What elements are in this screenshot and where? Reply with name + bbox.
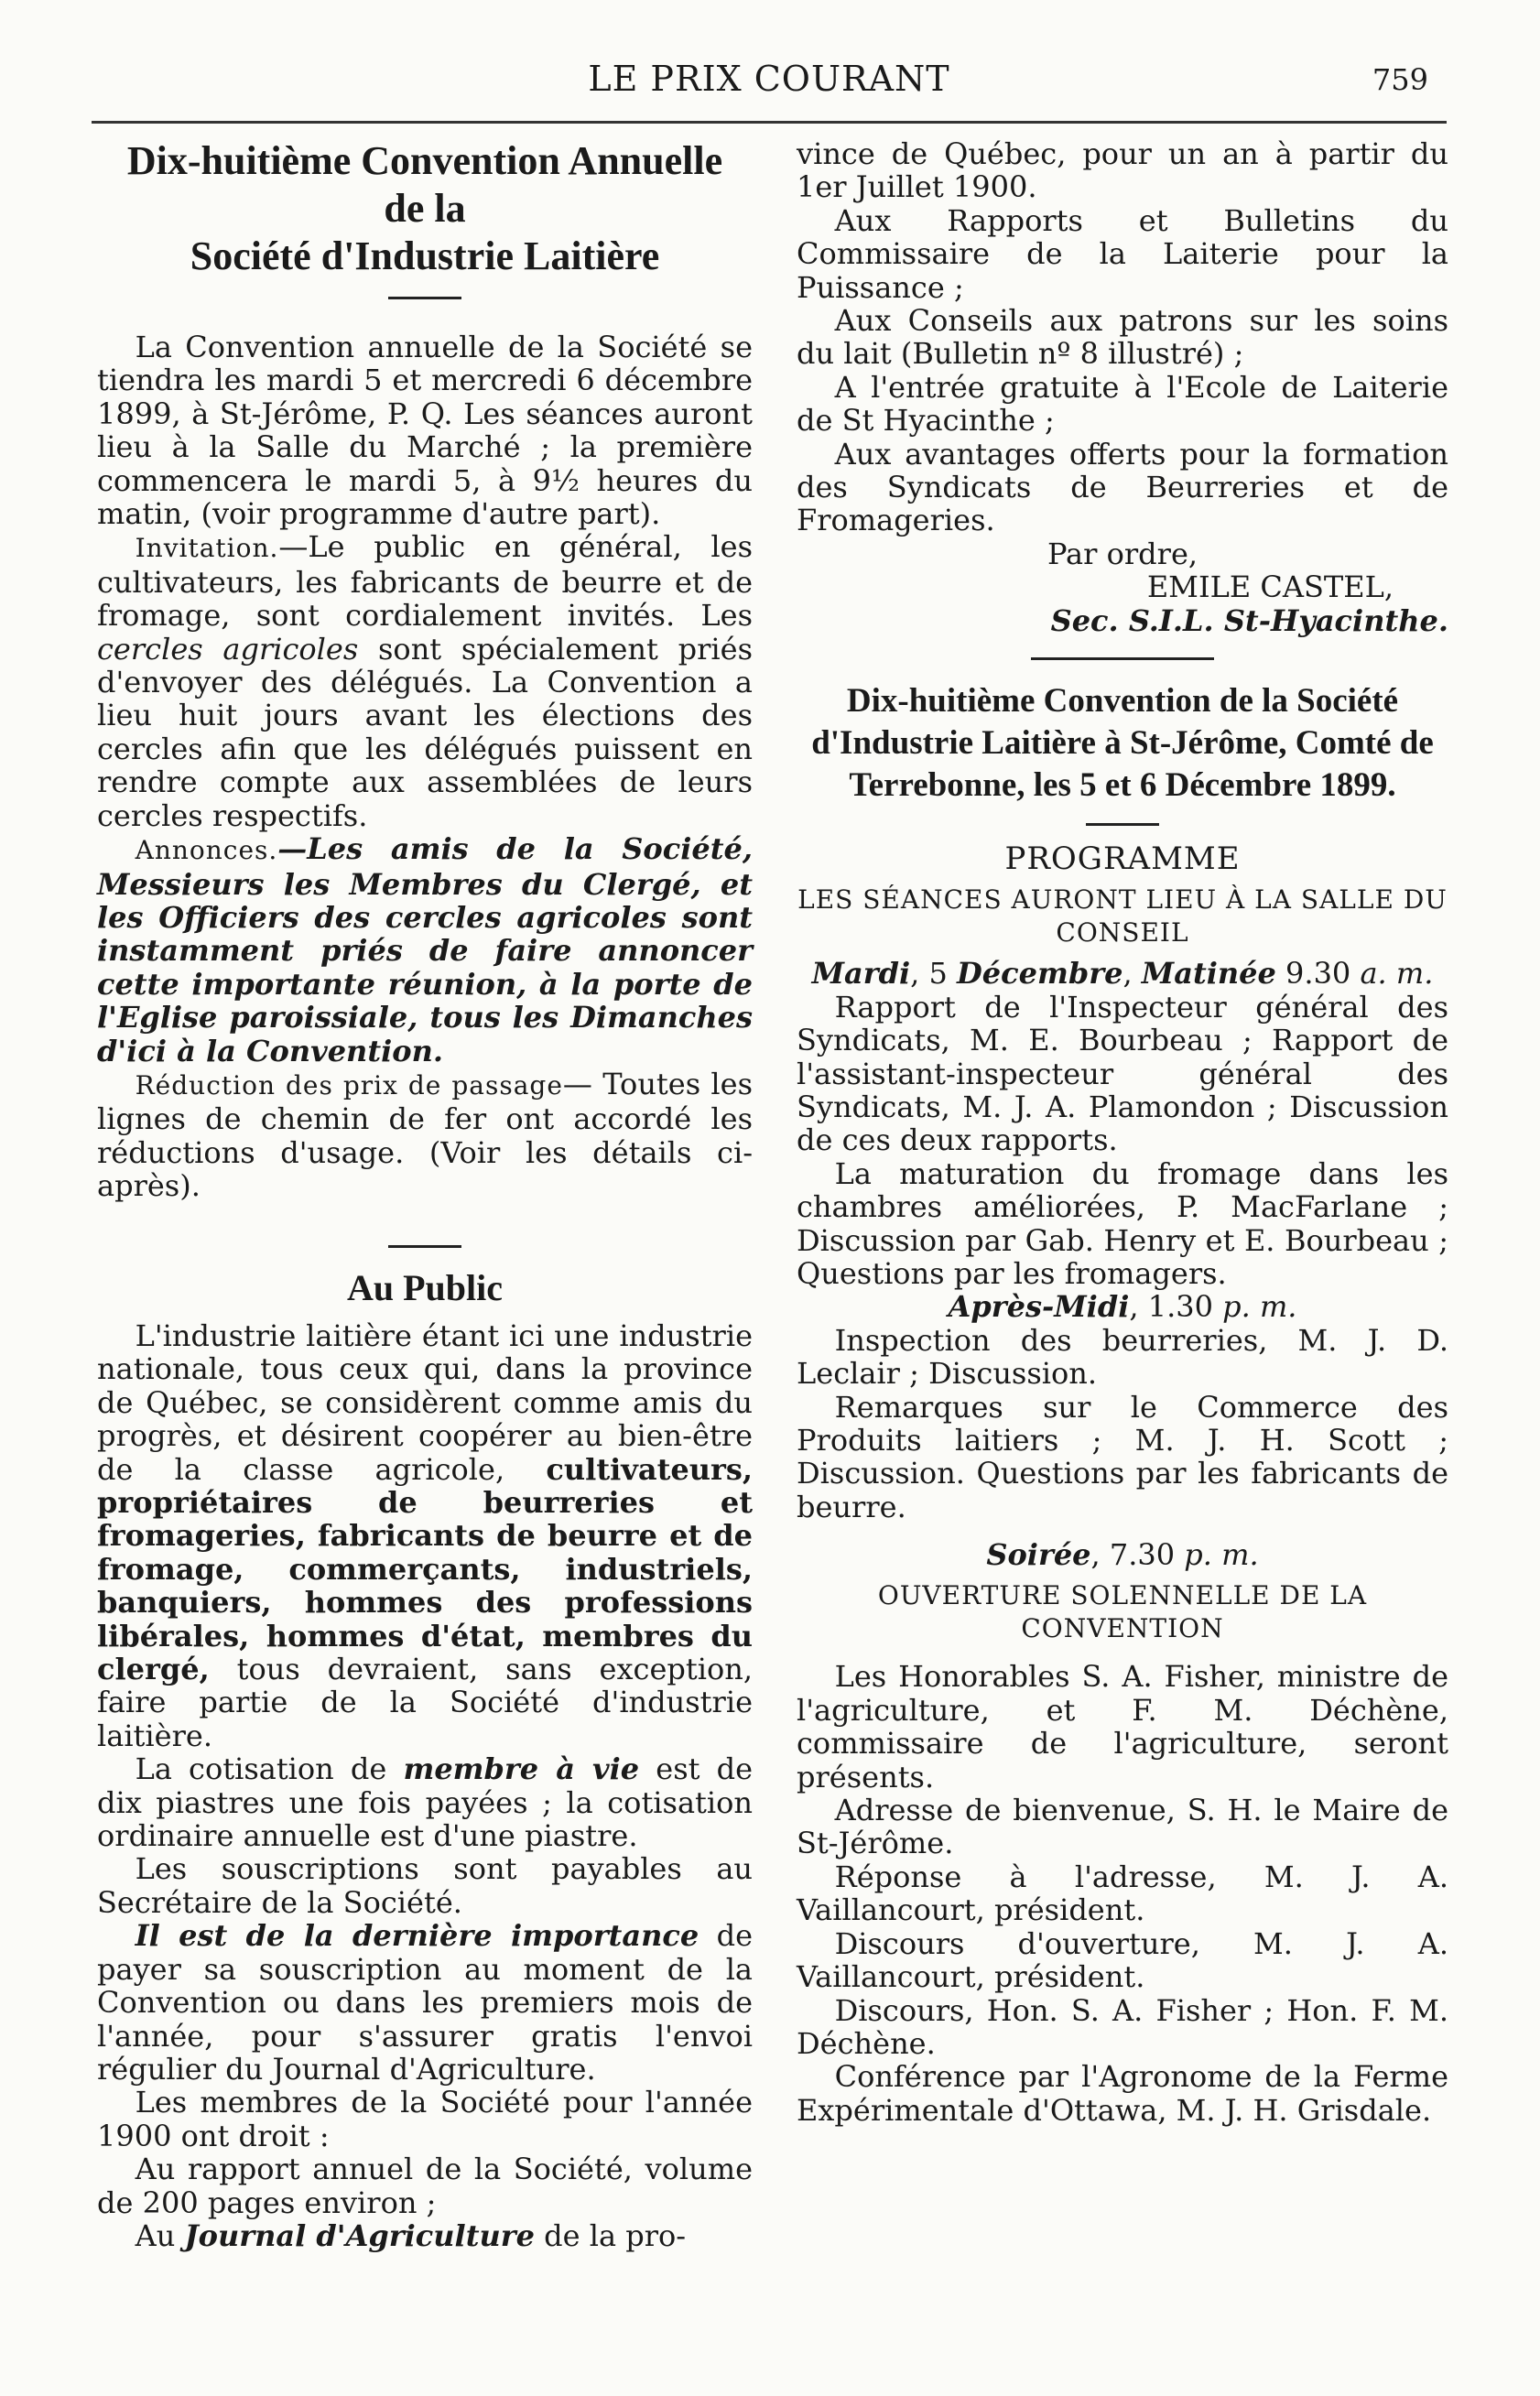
- paragraph-public: L'industrie laitière étant ici une industrie nationale, tous ceux qui, dans la province de Québec, se considèrent comme amis du progrès, et désirent coopérer au bien-être de la classe agricole, cultivateurs, propriétaires de beurreries et fromageries, fabricants de beurre et de fromage, commerçants, industriels, banquiers, hommes des professions libérales, hommes d'état, membres du clergé, tous devraient, sans exception, faire partie de la Société d'industrie laitière.: [97, 1317, 753, 1753]
- right-column: [797, 137, 1448, 2127]
- list-item: Aux Rapports et Bulletins du Commissaire de la Laiterie pour la Puissance ;: [797, 202, 1448, 305]
- header-rule: [92, 121, 1447, 124]
- programme-item: Adresse de bienvenue, S. H. le Maire de St-Jérôme.: [797, 1793, 1448, 1861]
- signature-name: EMILE CASTEL,: [1146, 569, 1394, 605]
- session-apres-midi: Après-Midi, 1.30 p. m.: [948, 1289, 1297, 1325]
- running-title: LE PRIX COURANT: [588, 59, 950, 99]
- session-soiree: Soirée, 7.30 p. m.: [986, 1537, 1259, 1573]
- programme-item: Rapport de l'Inspecteur général des Syndicats, M. E. Bourbeau ; Rapport de l'assistant-inspecteur général des Syndicats, M. J. A. Plamondon ; Discussion de ces deux rapports.: [797, 989, 1448, 1158]
- paragraph-reduction: Réduction des prix de passage— Toutes les lignes de chemin de fer ont accordé les réductions d'usage. (Voir les détails ci-après).: [97, 1066, 753, 1204]
- list-item: Aux Conseils aux patrons sur les soins du lait (Bulletin nº 8 illustré) ;: [797, 303, 1448, 372]
- divider: [1086, 823, 1159, 826]
- article-title-line-2: de la: [384, 186, 466, 231]
- programme-item: Discours d'ouverture, M. J. A. Vaillancourt, président.: [797, 1925, 1448, 1995]
- list-item: A l'entrée gratuite à l'Ecole de Laiterie de St Hyacinthe ;: [797, 369, 1448, 439]
- list-item: Aux avantages offerts pour la formation des Syndicats de Beurreries et de Fromageries.: [797, 436, 1448, 538]
- paragraph-convention: La Convention annuelle de la Société se tiendra les mardi 5 et mercredi 6 décembre 1899, à St-Jérôme, P. Q. Les séances auront lieu à la Salle du Marché ; la première commencera le mardi 5, à 9½ heures du matin, (voir programme d'autre part).: [97, 330, 753, 532]
- programme-item: Les Honorables S. A. Fisher, ministre de l'agriculture, et F. M. Déchène, commissaire de l'agriculture, seront présents.: [797, 1659, 1448, 1794]
- annonces-heading: Annonces.: [135, 835, 278, 866]
- par-ordre: Par ordre,: [1047, 536, 1198, 571]
- paragraph-importance: Il est de la dernière importance de payer sa souscription au moment de la Convention ou dans les premiers mois de l'année, pour s'assurer gratis l'envoi régulier du Journal d'Agriculture.: [97, 1918, 754, 2087]
- paragraph-annonces: Annonces.—Les amis de la Société, Messieurs les Membres du Clergé, et les Officiers des cercles agricoles sont instamment priés de faire annoncer cette importante réunion, à la porte de l'Eglise paroissiale, tous les Dimanches d'ici à la Convention.: [97, 831, 753, 1068]
- paragraph-membres: Les membres de la Société pour l'année 1900 ont droit :: [97, 2085, 753, 2153]
- divider: [388, 1245, 461, 1248]
- article-title-line-1: Dix-huitième Convention Annuelle: [126, 138, 723, 183]
- programme-title: Dix-huitième Convention de la Société d'Industrie Laitière à St-Jérôme, Comté de Terrebonne, les 5 et 6 Décembre 1899.: [811, 682, 1434, 805]
- section-title-au-public: Au Public: [346, 1266, 504, 1308]
- paragraph-cotisation: La cotisation de membre à vie est de dix piastres une fois payées ; la cotisation ordinaire annuelle est d'une piastre.: [97, 1751, 754, 1854]
- divider: [1031, 657, 1214, 660]
- paragraph-invitation: Invitation.—Le public en général, les cultivateurs, les fabricants de beurre et de fromage, sont cordialement invités. Les cercles agricoles sont spécialement priés d'envoyer des délégués. La Convention a lieu huit jours avant les élections des cercles afin que les délégués puissent en rendre compte aux assemblées de leurs cercles respectifs.: [97, 529, 754, 833]
- reduction-heading: Réduction des prix de passage: [135, 1069, 563, 1100]
- programme-item: Réponse à l'adresse, M. J. A. Vaillancourt, président.: [797, 1859, 1448, 1928]
- paragraph-continued: vince de Québec, pour un an à partir du 1er Juillet 1900.: [797, 136, 1448, 205]
- invitation-heading: Invitation.: [135, 533, 279, 564]
- left-column: [97, 137, 753, 2252]
- divider: [388, 297, 461, 299]
- programme-item: Discours, Hon. S. A. Fisher ; Hon. F. M. Déchène.: [797, 1992, 1448, 2061]
- seances-notice: LES SÉANCES AURONT LIEU À LA SALLE DU CONSEIL: [797, 884, 1448, 948]
- session-mardi-matin: Mardi, 5 Décembre, Matinée 9.30 a. m.: [811, 956, 1434, 992]
- paragraph-rapport: Au rapport annuel de la Société, volume de 200 pages environ ;: [97, 2152, 753, 2220]
- page-number: 759: [1372, 62, 1428, 97]
- paragraph-souscriptions: Les souscriptions sont payables au Secrétaire de la Société.: [97, 1851, 753, 1920]
- programme-heading: PROGRAMME: [1004, 840, 1241, 878]
- paragraph-journal: Au Journal d'Agriculture de la pro-: [135, 2217, 687, 2253]
- article-title-line-3: Société d'Industrie Laitière: [190, 233, 660, 278]
- signature-title: Sec. S.I.L. St-Hyacinthe.: [1050, 602, 1448, 638]
- programme-item: Remarques sur le Commerce des Produits laitiers ; M. J. H. Scott ; Discussion. Questions par les fabricants de beurre.: [797, 1389, 1448, 1524]
- article-title: [97, 137, 753, 280]
- programme-item: Inspection des beurreries, M. J. D. Leclair ; Discussion.: [797, 1322, 1448, 1392]
- programme-item: Conférence par l'Agronome de la Ferme Expérimentale d'Ottawa, M. J. H. Grisdale.: [797, 2059, 1448, 2128]
- page-header: [92, 53, 1447, 108]
- programme-item: La maturation du fromage dans les chambres améliorées, P. MacFarlane ; Discussion par Gab. Henry et E. Bourbeau ; Questions par les fromagers.: [797, 1155, 1448, 1291]
- ouverture-heading: OUVERTURE SOLENNELLE DE LA CONVENTION: [877, 1579, 1368, 1644]
